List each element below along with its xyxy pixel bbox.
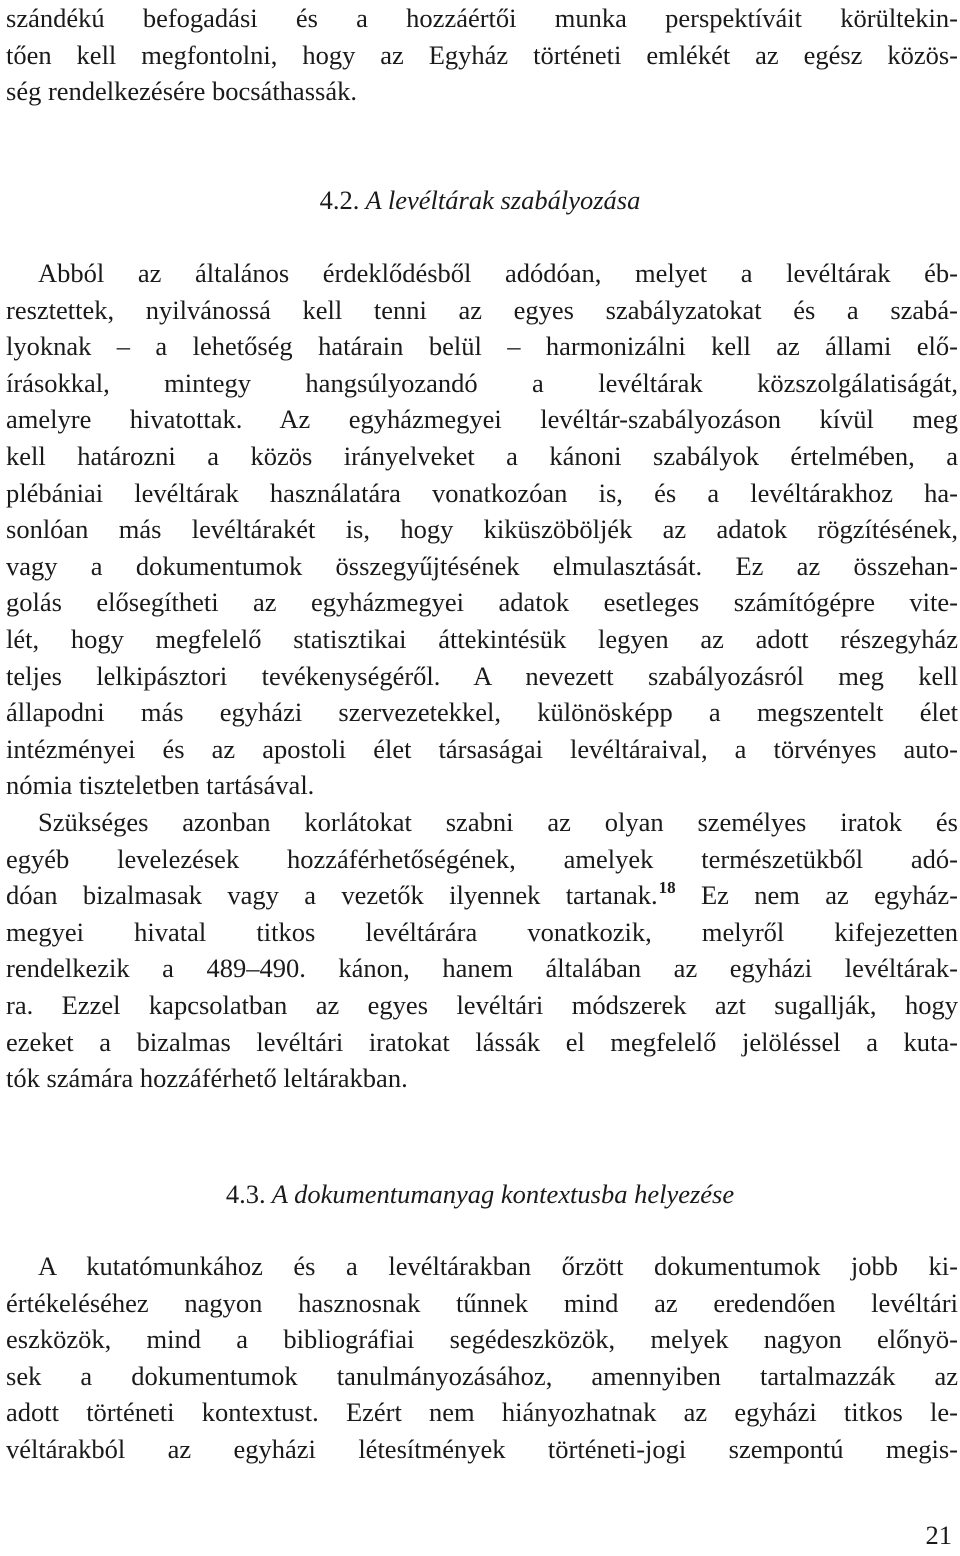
text-line: tók számára hozzáférhető leltárakban. bbox=[6, 1063, 408, 1094]
paragraph bbox=[6, 804, 958, 1097]
section-number: 4.2. bbox=[319, 185, 360, 215]
text-line: írásokkal, mintegy hangsúlyozandó a levéltárak közszolgálatiságát, bbox=[6, 367, 958, 398]
text-line: eszközök, mind a bibliográfiai segédeszközök, melyek nagyon előnyö- bbox=[6, 1324, 958, 1355]
section-heading-4-2 bbox=[0, 182, 960, 218]
paragraph bbox=[6, 255, 958, 804]
text-line: tően kell megfontolni, hogy az Egyház történeti emlékét az egész közös- bbox=[6, 39, 958, 70]
text-line: intézményei és az apostoli élet társaságai levéltáraival, a törvényes auto- bbox=[6, 733, 958, 764]
text-line: amelyre hivatottak. Az egyházmegyei levéltár-szabályozáson kívül meg bbox=[6, 404, 958, 435]
text-line: rendelkezik a 489–490. kánon, hanem általában az egyházi levéltárak- bbox=[6, 953, 958, 984]
text-line: plébániai levéltárak használatára vonatkozóan is, és a levéltárakhoz ha- bbox=[6, 477, 958, 508]
text-line: golás elősegítheti az egyházmegyei adatok esetleges számítógépre vite- bbox=[6, 587, 958, 618]
text-line: adott történeti kontextust. Ezért nem hiányozhatnak az egyházi titkos le- bbox=[6, 1397, 958, 1428]
text-line: állapodni más egyházi szervezetekkel, különösképp a megszentelt élet bbox=[6, 697, 958, 728]
text-line: lét, hogy megfelelő statisztikai áttekintésük legyen az adott részegyház bbox=[6, 623, 958, 654]
text-segment: Ez nem az egyház- bbox=[675, 880, 958, 911]
intro-paragraph bbox=[6, 0, 958, 110]
text-line: sek a dokumentumok tanulmányozásához, amennyiben tartalmazzák az bbox=[6, 1360, 958, 1391]
text-line: resztettek, nyilvánossá kell tenni az egyes szabályzatokat és a szabá- bbox=[6, 294, 958, 325]
text-line: ezeket a bizalmas levéltári iratokat lássák el megfelelő jelöléssel a kuta- bbox=[6, 1026, 958, 1057]
text-line: szándékú befogadási és a hozzáértői munka perspektíváit körültekin- bbox=[6, 3, 958, 33]
text-line: véltárakból az egyházi létesítmények történeti-jogi szempontú megis- bbox=[6, 1433, 958, 1464]
page-number: 21 bbox=[925, 1520, 952, 1550]
text-line: lyoknak – a lehetőség határain belül – harmonizálni kell az állami elő- bbox=[6, 331, 958, 362]
text-line: A kutatómunkához és a levéltárakban őrzött dokumentumok jobb ki- bbox=[38, 1251, 958, 1281]
text-line: ra. Ezzel kapcsolatban az egyes levéltári módszerek azt sugallják, hogy bbox=[6, 989, 958, 1020]
text-line: ség rendelkezésére bocsáthassák. bbox=[6, 76, 357, 107]
section-title: A dokumentumanyag kontextusba helyezése bbox=[271, 1179, 735, 1209]
text-line: egyéb levelezések hozzáférhetőségének, amelyek természetükből adó- bbox=[6, 843, 958, 874]
text-line: vagy a dokumentumok összegyűjtésének elmulasztását. Ez az összehan- bbox=[6, 550, 958, 581]
text-line-with-footnote bbox=[6, 877, 958, 914]
section-number: 4.3. bbox=[225, 1179, 266, 1209]
text-line: nómia tiszteletben tartásával. bbox=[6, 770, 315, 801]
section-title: A levéltárak szabályozása bbox=[365, 185, 641, 215]
footnote-reference[interactable]: 18 bbox=[658, 878, 676, 898]
text-line: Abból az általános érdeklődésből adódóan, melyet a levéltárak éb- bbox=[38, 258, 958, 288]
text-segment: dóan bizalmasak vagy a vezetők ilyennek tartanak. bbox=[6, 880, 658, 911]
text-line: megyei hivatal titkos levéltárára vonatkozik, melyről kifejezetten bbox=[6, 916, 958, 947]
text-line: sonlóan más levéltárakét is, hogy kiküszöböljék az adatok rögzítésének, bbox=[6, 514, 958, 545]
paragraph bbox=[6, 1248, 958, 1468]
section-heading-4-3 bbox=[0, 1176, 960, 1212]
text-line: Szükséges azonban korlátokat szabni az olyan személyes iratok és bbox=[38, 807, 958, 837]
text-line: teljes lelkipásztori tevékenységéről. A nevezett szabályozásról meg kell bbox=[6, 660, 958, 691]
text-line: értékeléséhez nagyon hasznosnak tűnnek mind az eredendően levéltári bbox=[6, 1287, 958, 1318]
text-line: kell határozni a közös irányelveket a kánoni szabályok értelmében, a bbox=[6, 440, 958, 471]
